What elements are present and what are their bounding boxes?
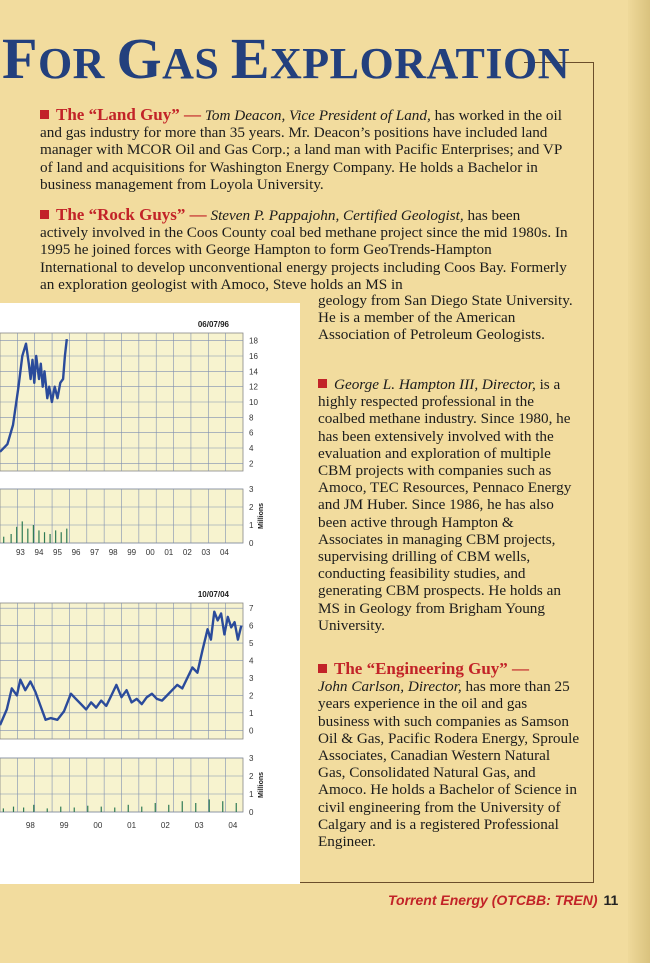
red-bullet-icon: [318, 379, 327, 388]
chart-date-label: 06/07/96: [197, 320, 229, 329]
x-tick-label: 99: [127, 548, 137, 557]
volume-axis-label: Millions: [258, 502, 265, 530]
x-tick-label: 93: [15, 548, 25, 557]
bio-name: Steven P. Pappajohn, Certified Geologist,: [210, 207, 464, 224]
x-tick-label: 98: [25, 821, 35, 830]
price-tick-label: 0: [249, 726, 254, 736]
price-tick-label: 6: [249, 621, 254, 631]
x-tick-label: 02: [160, 821, 170, 830]
x-tick-label: 04: [219, 548, 229, 557]
bio-rock-guys: [40, 206, 570, 293]
price-tick-label: 12: [249, 382, 258, 392]
volume-tick-label: 3: [249, 754, 254, 763]
price-tick-label: 2: [249, 459, 254, 469]
x-tick-label: 97: [90, 548, 100, 557]
bio-land-guy: [40, 106, 570, 193]
price-tick-label: 16: [249, 352, 258, 361]
x-tick-label: 96: [71, 548, 81, 557]
price-tick-label: 2: [249, 691, 254, 701]
bio-name: George L. Hampton III, Director,: [334, 376, 536, 393]
stock-charts-panel: [0, 303, 300, 884]
x-tick-label: 03: [194, 821, 204, 830]
price-tick-label: 4: [249, 656, 254, 666]
x-tick-label: 00: [145, 548, 155, 557]
price-tick-label: 3: [249, 673, 254, 683]
title-initial-f: F: [2, 26, 38, 91]
bio-heading: The “Land Guy” —: [56, 105, 202, 124]
x-tick-label: 03: [201, 548, 211, 557]
chart-date-label: 10/07/04: [197, 590, 229, 599]
x-tick-label: 04: [228, 821, 238, 830]
volume-tick-label: 0: [249, 808, 254, 817]
price-tick-label: 10: [249, 398, 258, 407]
volume-tick-label: 1: [249, 521, 254, 530]
bio-engineering-guy: [318, 660, 580, 850]
red-bullet-icon: [40, 210, 49, 219]
title-part-xploration: XPLORATION: [270, 39, 570, 88]
red-bullet-icon: [318, 664, 327, 673]
page-number: 11: [603, 892, 619, 908]
price-tick-label: 1: [249, 708, 254, 718]
bio-heading: The “Engineering Guy” —: [334, 659, 530, 678]
volume-tick-label: 1: [249, 790, 254, 799]
stock-charts: [0, 303, 300, 884]
x-tick-label: 95: [53, 548, 62, 557]
bio-heading: The “Rock Guys” —: [56, 205, 207, 224]
x-tick-label: 01: [164, 548, 174, 557]
bio-name: John Carlson, Director,: [318, 678, 462, 696]
page-footer: [388, 892, 618, 908]
price-tick-label: 4: [249, 444, 254, 453]
price-tick-label: 5: [249, 639, 254, 649]
bio-text: has worked in the oil and gas industry for more than 35 years. Mr. Deacon’s positions have included land manager with MCOR Oil and Gas Corp.; a land man with Pacific Enterprises; and VP of land and acquisitions for Washington Energy Company. He holds a Bachelor in business management from Loyola University.: [40, 107, 562, 193]
price-tick-label: 7: [249, 604, 254, 614]
title-initial-e: E: [230, 26, 270, 91]
footer-publication: Torrent Energy (OTCBB: TREN): [388, 892, 598, 908]
title-part-or: OR: [37, 39, 117, 88]
volume-tick-label: 3: [249, 485, 254, 494]
x-tick-label: 94: [34, 548, 44, 557]
red-bullet-icon: [40, 110, 49, 119]
volume-tick-label: 2: [249, 772, 254, 781]
title-initial-g: G: [116, 26, 163, 91]
x-tick-label: 98: [108, 548, 118, 557]
x-tick-label: 02: [182, 548, 192, 557]
price-tick-label: 8: [249, 413, 254, 423]
bio-rock-guys-continued: [318, 292, 580, 344]
bio-name: Tom Deacon, Vice President of Land,: [204, 107, 431, 124]
x-tick-label: 00: [93, 821, 103, 830]
volume-axis-label: Millions: [258, 771, 265, 799]
page-edge-shading: [628, 0, 650, 963]
x-tick-label: 01: [127, 821, 137, 830]
bio-text: is a highly respected professional in the coalbed methane industry. Since 1980, he has been extensively involved with the evaluation and exploration of multiple CBM projects with companies such as Amoco, TEC Resources, Pennaco Energy and JM Huber. Since 1986, he has also been active through Hampton & Associates in managing CBM projects, supervising drilling of CBM wells, conducting feasibility studies, and generating CBM prospects. He holds an MS in Geology from Brigham Young University.: [318, 376, 572, 634]
price-tick-label: 18: [249, 336, 258, 346]
frame-line-right: [593, 62, 594, 882]
volume-tick-label: 2: [249, 503, 254, 512]
bio-text: has more than 25 years experience in the oil and gas business with such companies as Samson Oil & Gas, Pacific Rodera Energy, Sproule Associates, Canadian Western Natural Gas, Consolidated Natural Gas, and Amoco. He holds a Bachelor of Science in civil engineering from the University of Calgary and is a registered Professional Engineer.: [318, 678, 580, 851]
bio-hampton: [318, 376, 580, 634]
title-part-as: AS: [162, 39, 231, 88]
price-tick-label: 14: [249, 367, 258, 377]
price-tick-label: 6: [249, 428, 254, 438]
page-title: [2, 26, 570, 93]
bio-text: has been actively involved in the Coos County coal bed methane project since the mid 1980s. In 1995 he joined forces with George Hampton to form GeoTrends-Hampton International to develop unconventional energy projects including Coos Bay. Formerly an exploration geologist with Amoco, Steve holds an MS in: [40, 207, 568, 293]
volume-tick-label: 0: [249, 539, 254, 548]
bio-text: geology from San Diego State University. He is a member of the American Association of Petroleum Geologists.: [318, 292, 573, 344]
x-tick-label: 99: [59, 821, 69, 830]
